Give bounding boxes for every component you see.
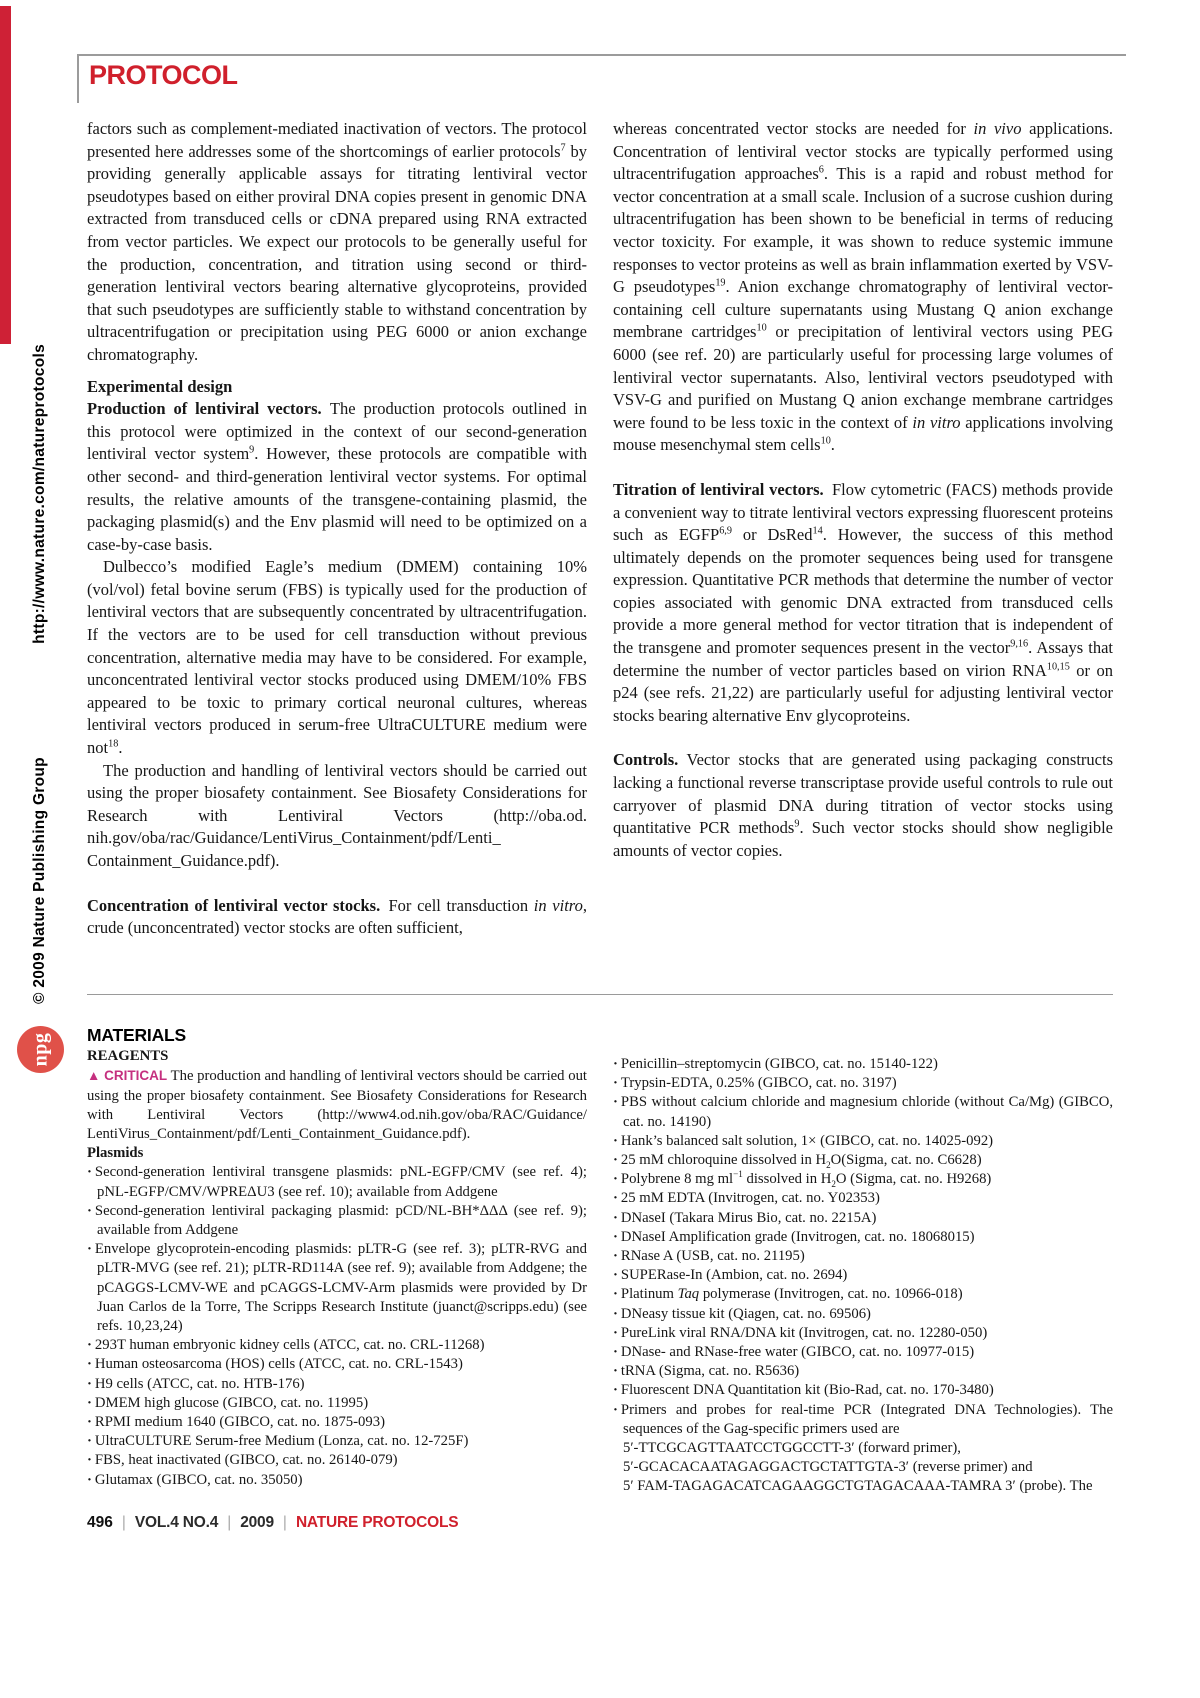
- section-divider: [87, 994, 1113, 995]
- reagent-item: · H9 cells (ATCC, cat. no. HTB-176): [87, 1375, 305, 1392]
- reagent-item: · SUPERase-In (Ambion, cat. no. 2694): [613, 1267, 848, 1284]
- bullet-icon: ·: [87, 1356, 92, 1373]
- page-number: 496: [87, 1514, 113, 1531]
- paragraph: factors such as complement-mediated inactivation of vectors. The protocol presented here addresses some of the shortcomings of earlier protocols$^7$ by providing generally applicable assays for titrating lentiviral vector pseudotypes based on either proviral DNA copies present in genomic DNA extracted from transduced cells or cDNA prepared using RNA extracted from vector particles. We expect our protocols to be generally useful for the production, concentration, and titration using second or third-generation lentiviral vectors bearing alternative glycoproteins, provided that such pseudotypes are sufficiently stable to withstand concentration by ultracentrifugation or precipitation using PEG 6000 or anion exchange chromatography.: [87, 119, 588, 364]
- bullet-icon: ·: [87, 1394, 92, 1411]
- bullet-icon: ·: [87, 1241, 92, 1258]
- journal-url: http://www.nature.com/natureprotocols: [31, 344, 48, 644]
- reagent-item: · Hank’s balanced salt solution, 1× (GIBCO, cat. no. 14025-092): [613, 1132, 994, 1149]
- reagent-item: · Platinum Taq polymerase (Invitrogen, cat. no. 10966-018): [613, 1286, 963, 1303]
- volume-label: VOL.4 NO.4: [134, 1514, 219, 1531]
- bullet-icon: ·: [613, 1228, 618, 1245]
- reagent-item: · FBS, heat inactivated (GIBCO, cat. no. 26140-079): [87, 1452, 398, 1469]
- bullet-icon: ·: [87, 1202, 92, 1219]
- reagent-item: · RNase A (USB, cat. no. 21195): [613, 1248, 805, 1265]
- reagent-item: · PBS without calcium chloride and magnesium chloride (without Ca/Mg) (GIBCO, cat. no. 14190): [613, 1094, 1113, 1130]
- article-column-right: [613, 118, 1113, 940]
- reagent-item: · 25 mM chloroquine dissolved in $H_2O(Sigma$, cat. no. C6628): [613, 1152, 982, 1170]
- materials-section: [87, 1026, 1113, 1497]
- paragraph: Production of lentiviral vectors. The production protocols outlined in this protocol were optimized in the context of our second-generation lentiviral vector system$^9$. However, these protocols are compatible with other second- and third-generation lentiviral vector systems. For optimal results, the relative amounts of the transgene-containing plasmid, the packaging plasmid(s) and the Env plasmid will need to be optimized on a case-by-case basis.: [87, 399, 588, 554]
- critical-text: The production and handling of lentiviral vectors should be carried out using the proper biosafety containment. See Biosafety Considerations for Research with Lentiviral Vectors (http://www4.od.nih.gov/oba/RAC/Guidance/ LentiVirus_Containment/pdf/Lenti_Containment_Guidance.pdf).: [87, 1068, 587, 1143]
- critical-marker: ▲ CRITICAL: [87, 1068, 168, 1084]
- reagent-item: · Glutamax (GIBCO, cat. no. 35050): [87, 1471, 303, 1488]
- reagent-item: · Polybrene 8 mg $ml^{-1}$ dissolved in $H_2O$ (Sigma, cat. no. H9268): [613, 1169, 992, 1190]
- bullet-icon: ·: [613, 1267, 618, 1284]
- copyright-text: © 2009 Nature Publishing Group: [31, 757, 48, 1004]
- article-column-left: [87, 118, 587, 940]
- bullet-icon: ·: [87, 1337, 92, 1354]
- paragraph: Titration of lentiviral vectors. Flow cytometric (FACS) methods provide a convenient way to titrate lentiviral vectors expressing fluorescent proteins such as EGFP$^{6,9}$ or DsRed$^{14}$. However, the success of this method ultimately depends on the promoter sequences being used for transgene expression. Quantitative PCR methods that determine the number of vector copies associated with genomic DNA extracted from transduced cells provide a more general method for vector titration that is independent of the transgene and promoter sequences present in the vector$^{9,16}$. Assays that determine the number of vector particles based on virion RNA$^{10,15}$ or on p24 (see refs. 21,22) are particularly useful for adjusting lentiviral vector stocks bearing alternative Env glycoproteins.: [613, 479, 1114, 725]
- npg-logo: [17, 1026, 64, 1073]
- reagent-item: · Human osteosarcoma (HOS) cells (ATCC, cat. no. CRL-1543): [87, 1356, 463, 1373]
- bullet-icon: ·: [613, 1209, 618, 1226]
- bullet-icon: ·: [613, 1401, 618, 1418]
- bullet-icon: ·: [613, 1152, 618, 1169]
- reagent-item: · Second-generation lentiviral transgene plasmids: pNL-EGFP/CMV (see ref. 4); pNL-EGFP/CMV/WPREΔU3 (see ref. 10); available from Addgene: [87, 1164, 587, 1200]
- section-kicker: PROTOCOL: [89, 60, 238, 90]
- reagent-item: · DNase- and RNase-free water (GIBCO, cat. no. 10977-015): [613, 1344, 975, 1361]
- plasmids-heading: Plasmids: [87, 1145, 144, 1162]
- year-label: 2009: [240, 1514, 274, 1531]
- reagents-heading: REAGENTS: [87, 1048, 169, 1065]
- article-body: [87, 118, 1113, 940]
- bullet-icon: ·: [613, 1344, 618, 1361]
- bullet-icon: ·: [613, 1324, 618, 1341]
- reagent-item: · 25 mM EDTA (Invitrogen, cat. no. Y02353): [613, 1190, 880, 1207]
- bullet-icon: ·: [87, 1452, 92, 1469]
- bullet-icon: ·: [613, 1286, 618, 1303]
- reagent-item: · PureLink viral RNA/DNA kit (Invitrogen, cat. no. 12280-050): [613, 1324, 988, 1341]
- reagent-item: · DNaseI Amplification grade (Invitrogen, cat. no. 18068015): [613, 1228, 975, 1245]
- bullet-icon: ·: [87, 1471, 92, 1488]
- paragraph: whereas concentrated vector stocks are needed for in vivo applications. Concentration of lentiviral vector stocks are typically performed using ultracentrifugation approaches$^6$. This is a rapid and robust method for vector concentration at a small scale. Inclusion of a sucrose cushion during ultracentrifugation has been shown to be beneficial in terms of reducing vector toxicity. For example, it was shown to reduce systemic immune responses to vector proteins as well as brain inflammation exerted by VSV-G pseudotypes$^{19}$. Anion exchange chromatography of lentiviral vector-containing cell culture supernatants using Mustang Q anion exchange membrane cartridges$^{10}$ or precipitation of lentiviral vectors using PEG 6000 (see ref. 20) are particularly useful for processing large volumes of lentiviral vector supernatants. Also, lentiviral vectors pseudotyped with VSV-G and purified on Mustang Q anion exchange membrane cartridges were found to be less toxic in the context of in vitro applications involving mouse mesenchymal stem cells$^{10}$.: [613, 119, 1114, 455]
- reagent-item: · DNeasy tissue kit (Qiagen, cat. no. 69506): [613, 1305, 871, 1322]
- materials-column-right: [613, 1026, 1113, 1497]
- reagent-item: · 293T human embryonic kidney cells (ATCC, cat. no. CRL-11268): [87, 1337, 485, 1354]
- reagent-item: · DMEM high glucose (GIBCO, cat. no. 11995): [87, 1394, 369, 1411]
- footer-separator: |: [282, 1514, 287, 1531]
- rotated-sidebar: [31, 344, 49, 1004]
- reagent-item: · UltraCULTURE Serum-free Medium (Lonza, cat. no. 12-725F): [87, 1433, 469, 1450]
- materials-heading: MATERIALS: [87, 1025, 186, 1045]
- header-rule: [77, 54, 1126, 56]
- reagent-list-right: [613, 1055, 1113, 1497]
- reagent-item: · Second-generation lentiviral packaging plasmid: pCD/NL-BH*ΔΔΔ (see ref. 9); available from Addgene: [87, 1202, 587, 1239]
- bullet-icon: ·: [613, 1171, 618, 1188]
- materials-column-left: [87, 1026, 587, 1497]
- reagent-item: · RPMI medium 1640 (GIBCO, cat. no. 1875-093): [87, 1414, 385, 1431]
- bullet-icon: ·: [613, 1132, 618, 1149]
- reagent-item: · Envelope glycoprotein-encoding plasmids: pLTR-G (see ref. 3); pLTR-RVG and pLTR-MVG (see ref. 21); pLTR-RD114A (see ref. 9); available from Addgene; the pCAGGS-LCMV-WE and pCAGGS-LCMV-Arm plasmids were provided by Dr Juan Carlos de la Torre, The Scripps Research Institute (juanct@scripps.edu) (see refs. 10,23,24): [87, 1241, 587, 1335]
- paragraph: The production and handling of lentiviral vectors should be carried out using the proper biosafety containment. See Biosafety Considerations for Research with Lentiviral Vectors (http://oba.od. nih.gov/oba/rac/Guidance/LentiVirus_Containment/pdf/Lenti_ Containment_Guidance.pdf).: [87, 760, 587, 870]
- bullet-icon: ·: [613, 1248, 618, 1265]
- critical-note: [87, 1066, 587, 1144]
- journal-name: NATURE PROTOCOLS: [295, 1514, 459, 1531]
- bullet-icon: ·: [613, 1094, 618, 1111]
- paragraph: Controls. Vector stocks that are generated using packaging constructs lacking a functional reverse transcriptase provide useful controls to rule out carryover of plasmid DNA during titration of vector stocks using quantitative PCR methods$^9$. Such vector stocks should show negligible amounts of vector copies.: [613, 750, 1113, 860]
- bullet-icon: ·: [613, 1305, 618, 1322]
- header-vline: [77, 54, 79, 103]
- reagent-item: · tRNA (Sigma, cat. no. R5636): [613, 1363, 800, 1380]
- reagent-item: · Fluorescent DNA Quantitation kit (Bio-Rad, cat. no. 170-3480): [613, 1382, 994, 1399]
- reagent-item: · Primers and probes for real-time PCR (Integrated DNA Technologies). The sequences of the Gag-specific primers used are 5′-TTCGCAGTTAATCCTGGCCTT-3′ (forward primer), 5′-GCACACAATAGAGGACTGCTATTGTA-3′ (reverse primer) and 5′ FAM-TAGAGACATCAGAAGGCTGTAGACAAA-TAMRA 3′ (probe). The: [613, 1401, 1113, 1495]
- section-heading: Experimental design: [87, 376, 233, 396]
- page-footer: [87, 1514, 458, 1532]
- paragraph: Dulbecco’s modified Eagle’s medium (DMEM) containing 10% (vol/vol) fetal bovine serum (FBS) is typically used for the production of lentiviral vectors that are subsequently concentrated by ultracentrifugation. If the vectors are to be used for cell transduction without previous concentration, alternative media may have to be considered. For example, unconcentrated lentiviral vector stocks produced using DMEM/10% FBS appeared to be toxic to primary cortical neuronal cultures, whereas lentiviral vectors produced in serum-free UltraCULTURE medium were not$^{18}$.: [87, 557, 587, 758]
- bullet-icon: ·: [87, 1433, 92, 1450]
- footer-separator: |: [121, 1514, 126, 1531]
- bullet-icon: ·: [613, 1056, 618, 1072]
- paragraph: Concentration of lentiviral vector stocks. For cell transduction in vitro, crude (unconcentrated) vector stocks are often sufficient,: [87, 895, 587, 938]
- bullet-icon: ·: [613, 1190, 618, 1207]
- bullet-icon: ·: [87, 1164, 92, 1181]
- bullet-icon: ·: [613, 1382, 618, 1399]
- reagent-item: · Penicillin–streptomycin (GIBCO, cat. no. 15140-122): [613, 1056, 938, 1072]
- reagent-item: · DNaseI (Takara Mirus Bio, cat. no. 2215A): [613, 1209, 877, 1226]
- bullet-icon: ·: [613, 1075, 618, 1092]
- brand-edge-bar: [0, 6, 11, 344]
- footer-separator: |: [227, 1514, 232, 1531]
- bullet-icon: ·: [87, 1375, 92, 1392]
- bullet-icon: ·: [87, 1414, 92, 1431]
- reagent-list-left: [87, 1163, 587, 1489]
- bullet-icon: ·: [613, 1363, 618, 1380]
- npg-logo-text: npg: [29, 1032, 51, 1067]
- reagent-item: · Trypsin-EDTA, 0.25% (GIBCO, cat. no. 3197): [613, 1075, 897, 1092]
